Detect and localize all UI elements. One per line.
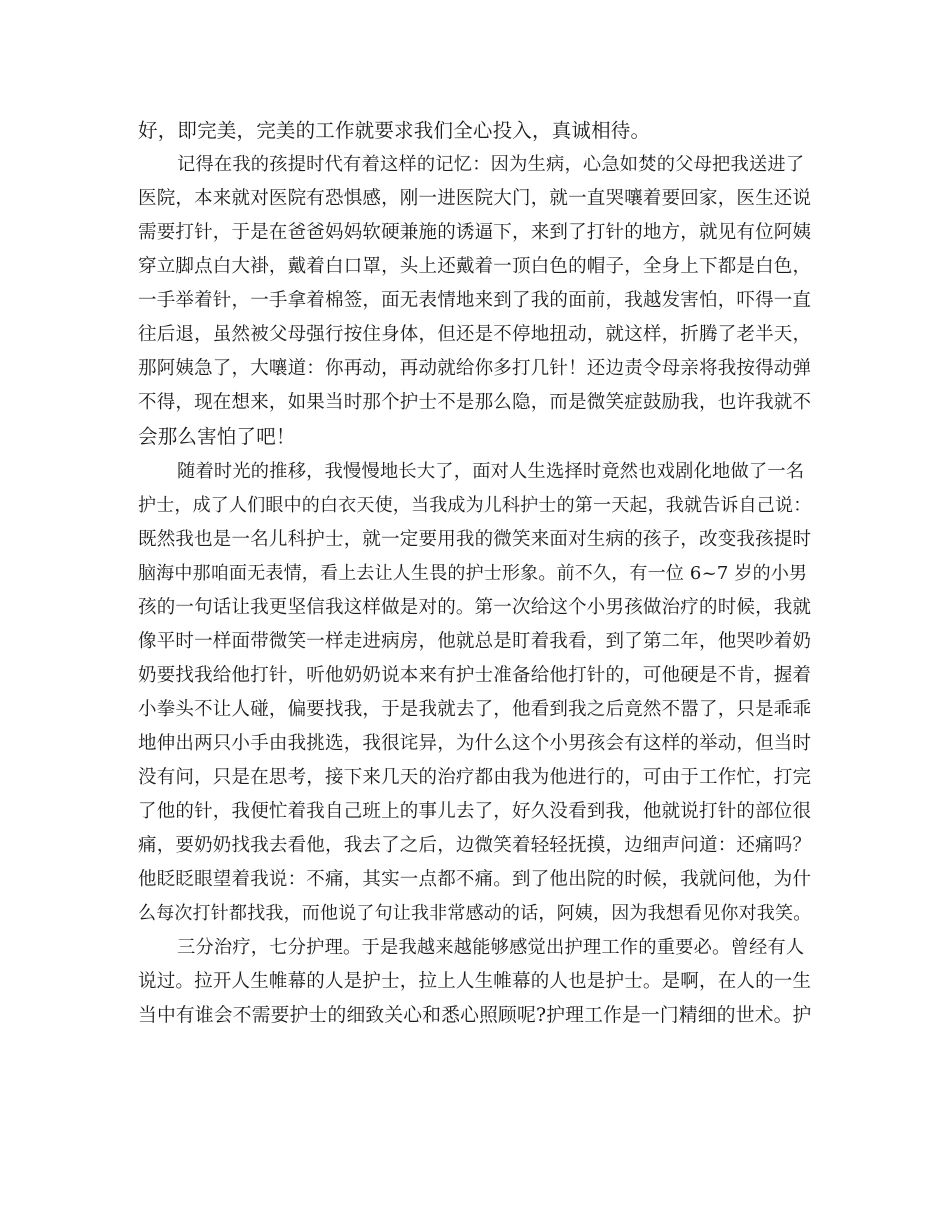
text-line: 那阿姨急了，大嚷道：你再动，再动就给你多打几针！还边责令母亲将我按得动弹 — [138, 358, 812, 379]
text-line: 没有问，只是在思考，接下来几天的治疗都由我为他进行的，可由于工作忙，打完 — [138, 767, 812, 788]
text-line: 奶要找我给他打针，听他奶奶说本来有护士准备给他打针的，可他硬是不肯，握着 — [138, 665, 812, 686]
text-line: 孩的一句话让我更坚信我这样做是对的。第一次给这个小男孩做治疗的时候，我就 — [138, 597, 812, 618]
text-line: 了他的针，我便忙着我自己班上的事儿去了，好久没看到我，他就说打针的部位很 — [138, 801, 812, 822]
text-line: 不得，现在想来，如果当时那个护士不是那么隐，而是微笑症鼓励我，也许我就不 — [138, 392, 812, 413]
text-line: 好，即完美，完美的工作就要求我们全心投入，真诚相待。 — [138, 119, 651, 142]
text-line: 地伸出两只小手由我挑选，我很诧异，为什么这个小男孩会有这样的举动，但当时 — [138, 733, 812, 754]
text-line: 小拳头不让人碰，偏要找我，于是我就去了，他看到我之后竟然不嚣了，只是乖乖 — [138, 699, 812, 720]
text-line: 既然我也是一名儿科护士，就一定要用我的微笑来面对生病的孩子，改变我孩提时 — [138, 529, 812, 550]
text-line: 说过。拉开人生帷幕的人是护士，拉上人生帷幕的人也是护士。是啊，在人的一生 — [138, 971, 812, 992]
text-line: 一手举着针，一手拿着棉签，面无表情地来到了我的面前，我越发害怕，吓得一直 — [138, 290, 812, 311]
text-line: 痛，要奶奶找我去看他，我去了之后，边微笑着轻轻抚摸，边细声问道：还痛吗？ — [138, 835, 812, 856]
text-line: 记得在我的孩提时代有着这样的记忆：因为生病，心急如焚的父母把我送进了 — [177, 154, 805, 175]
text-line: 护士，成了人们眼中的白衣天使，当我成为儿科护士的第一天起，我就告诉自己说： — [138, 495, 812, 516]
text-line: 么每次打针都找我，而他说了句让我非常感动的话，阿姨，因为我想看见你对我笑。 — [138, 903, 812, 924]
text-line: 需要打针，于是在爸爸妈妈软硬兼施的诱逼下，来到了打针的地方，就见有位阿姨 — [138, 222, 812, 243]
text-line: 会那么害怕了吧！ — [138, 425, 296, 448]
text-line: 随着时光的推移，我慢慢地长大了，面对人生选择时竟然也戏剧化地做了一名 — [177, 461, 805, 482]
text-line: 医院，本来就对医院有恐惧感，刚一进医院大门，就一直哭嚷着要回家，医生还说 — [138, 188, 812, 209]
text-line: 三分治疗，七分护理。于是我越来越能够感觉出护理工作的重要必。曾经有人 — [177, 937, 805, 958]
text-line: 他眨眨眼望着我说：不痛，其实一点都不痛。到了他出院的时候，我就问他，为什 — [138, 869, 812, 890]
text-line: 穿立脚点白大褂，戴着白口罩，头上还戴着一顶白色的帽子，全身上下都是白色， — [138, 256, 812, 277]
text-line: 脑海中那咱面无表情，看上去让人生畏的护士形象。前不久，有一位 6~7 岁的小男 — [138, 563, 808, 584]
text-line: 像平时一样面带微笑一样走进病房，他就总是盯着我看，到了第二年，他哭吵着奶 — [138, 631, 812, 652]
text-line: 当中有谁会不需要护士的细致关心和悉心照顾呢?护理工作是一门精细的世术。护 — [138, 1005, 812, 1026]
text-line: 往后退，虽然被父母强行按住身体，但还是不停地扭动，就这样，折腾了老半天， — [138, 324, 812, 345]
